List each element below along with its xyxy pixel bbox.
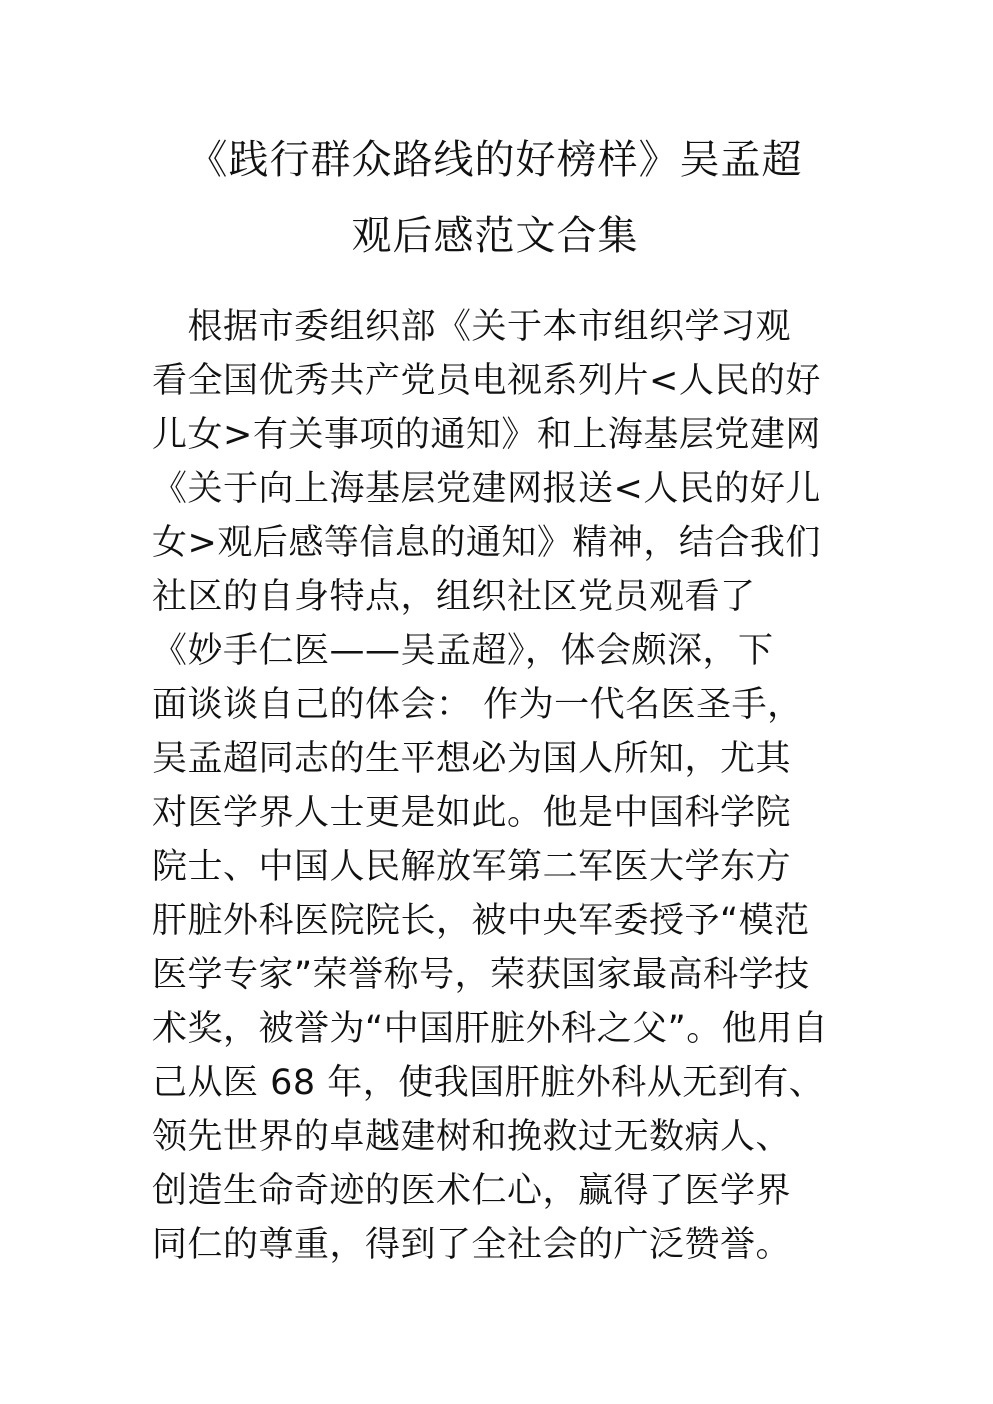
body-line: 女>观后感等信息的通知》精神，结合我们 <box>152 523 821 563</box>
body-line: 同仁的尊重，得到了全社会的广泛赞誉。 <box>152 1225 792 1265</box>
document-title-line-1: 《践行群众路线的好榜样》吴孟超 <box>187 137 803 183</box>
body-line: 创造生命奇迹的医术仁心，赢得了医学界 <box>152 1171 792 1211</box>
body-line: 面谈谈自己的体会： 作为一代名医圣手， <box>152 685 803 725</box>
document-title-line-2: 观后感范文合集 <box>351 213 639 259</box>
body-line: 肝脏外科医院院长，被中央军委授予“模范 <box>152 901 810 941</box>
body-line: 院士、中国人民解放军第二军医大学东方 <box>152 847 792 887</box>
body-line: 领先世界的卓越建树和挽救过无数病人、 <box>152 1117 792 1157</box>
body-line: 《妙手仁医——吴孟超》，体会颇深，下 <box>152 631 774 671</box>
body-line: 看全国优秀共产党员电视系列片<人民的好 <box>152 361 821 401</box>
body-line: 医学专家”荣誉称号，荣获国家最高科学技 <box>152 955 810 995</box>
body-line: 术奖，被誉为“中国肝脏外科之父”。他用自 <box>152 1009 829 1049</box>
body-line: 对医学界人士更是如此。他是中国科学院 <box>152 793 792 833</box>
body-line: 根据市委组织部《关于本市组织学习观 <box>152 307 792 347</box>
body-line: 社区的自身特点，组织社区党员观看了 <box>152 577 756 617</box>
body-line: 吴孟超同志的生平想必为国人所知，尤其 <box>152 739 792 779</box>
body-line: 己从医 68 年，使我国肝脏外科从无到有、 <box>152 1063 825 1103</box>
body-line: 《关于向上海基层党建网报送<人民的好儿 <box>152 469 821 509</box>
body-line: 儿女>有关事项的通知》和上海基层党建网 <box>152 415 821 455</box>
document-body <box>152 300 852 1272</box>
